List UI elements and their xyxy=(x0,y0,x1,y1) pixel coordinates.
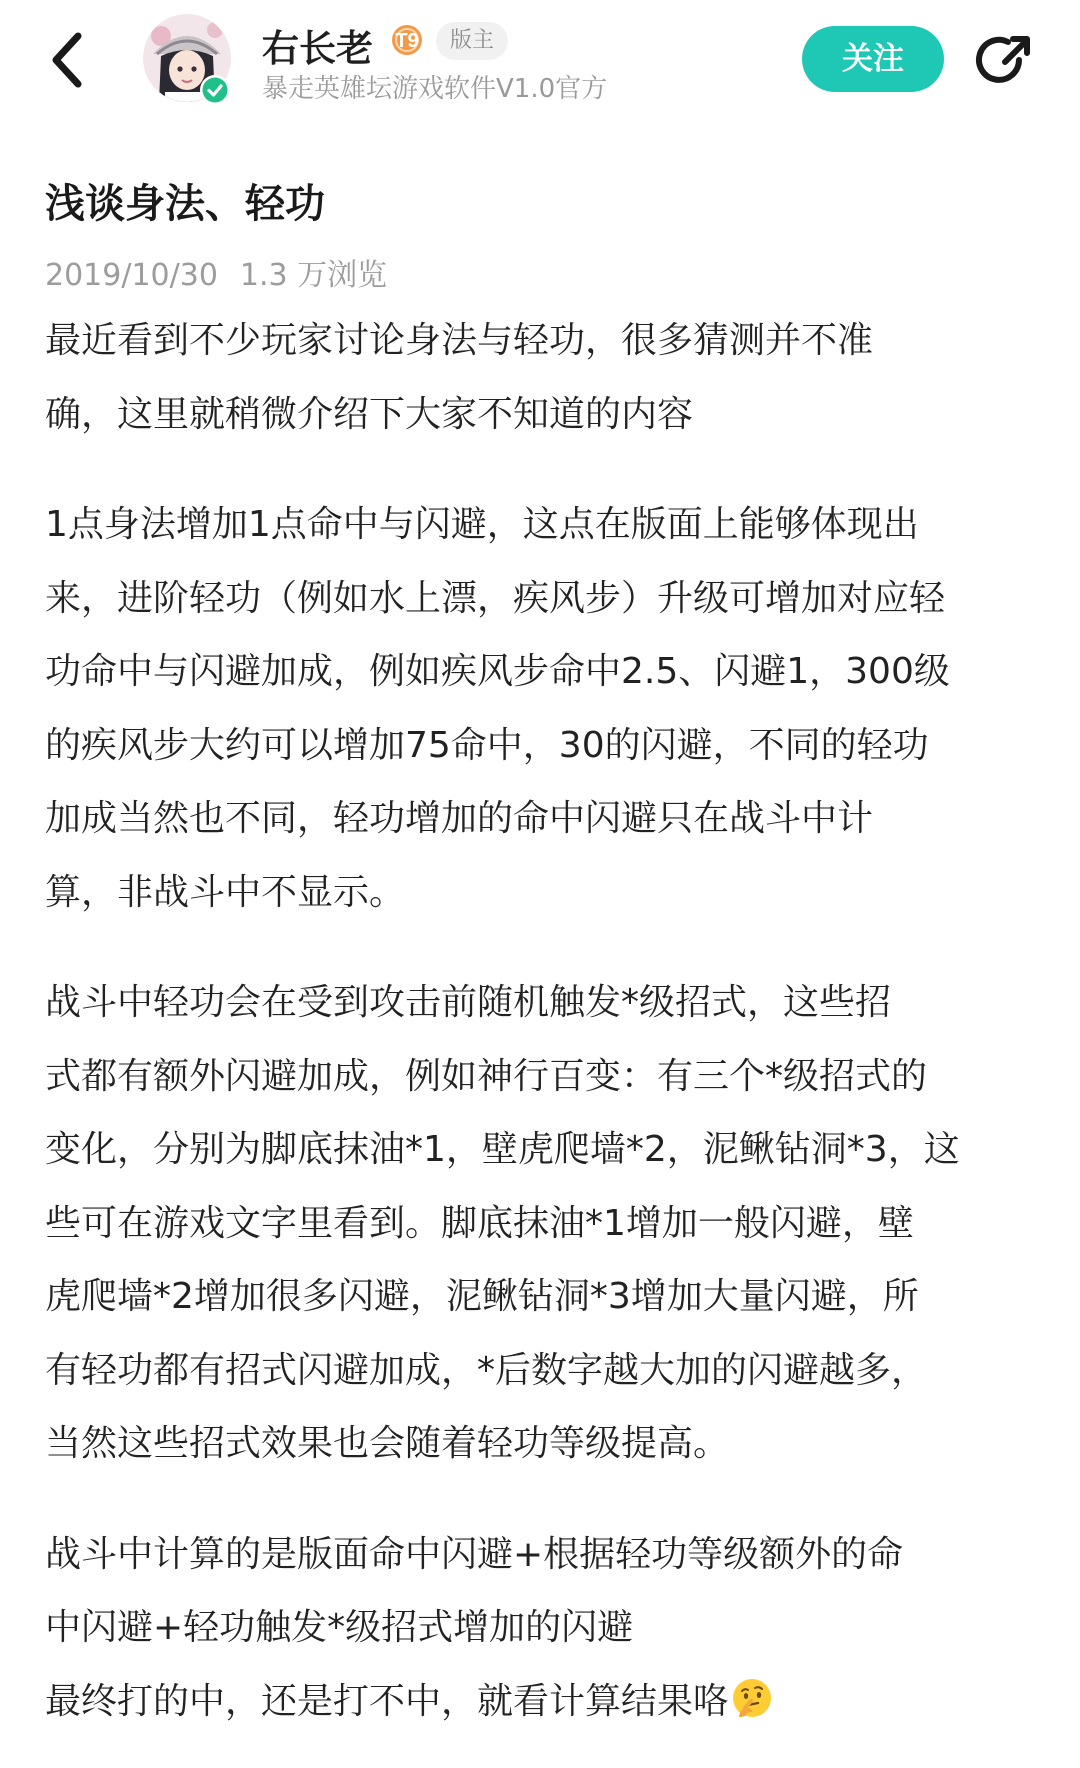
share-button[interactable] xyxy=(975,32,1035,92)
article-body xyxy=(45,304,1035,1738)
paragraph xyxy=(45,304,1035,451)
text-line: 式都有额外闪避加成，例如神行百变：有三个*级招式的 xyxy=(45,1055,928,1097)
text-line: 中闪避+轻功触发*级招式增加的闪避 xyxy=(45,1607,634,1648)
text-line: 战斗中轻功会在受到攻击前随机触发*级招式，这些招 xyxy=(45,982,892,1023)
view-count: 1.3 万浏览 xyxy=(239,258,388,293)
text-line-with-emoji xyxy=(45,1665,1035,1739)
chevron-left-icon xyxy=(40,26,100,96)
text-line: 加成当然也不同，轻功增加的命中闪避只在战斗中计 xyxy=(45,798,874,839)
text-line: 1点身法增加1点命中与闪避，这点在版面上能够体现出 xyxy=(45,504,919,545)
text-line: 功命中与闪避加成，例如疾风步命中2.5、闪避1，300级 xyxy=(45,651,950,692)
follow-button[interactable]: 关注 xyxy=(802,26,944,92)
post-header xyxy=(0,0,1080,130)
text-line: 有轻功都有招式闪避加成，*后数字越大加的闪避越多， xyxy=(45,1349,928,1391)
text-line: 确，这里就稍微介绍下大家不知道的内容 xyxy=(45,393,694,435)
text-line: 变化，分别为脚底抹油*1，壁虎爬墙*2，泥鳅钻洞*3，这 xyxy=(45,1129,960,1170)
text-line: 虎爬墙*2增加很多闪避，泥鳅钻洞*3增加大量闪避，所 xyxy=(45,1276,919,1317)
text-line: 些可在游戏文字里看到。脚底抹油*1增加一般闪避，壁 xyxy=(45,1202,914,1244)
article-meta xyxy=(45,250,387,294)
moderator-badge: 版主 xyxy=(436,22,508,60)
publish-date: 2019/10/30 xyxy=(45,258,218,293)
text-line: 当然这些招式效果也会随着轻功等级提高。 xyxy=(45,1423,730,1464)
share-arrow-icon xyxy=(975,32,1035,92)
text-line: 来，进阶轻功（例如水上漂，疾风步）升级可增加对应轻 xyxy=(45,577,946,619)
author-subtitle: 暴走英雄坛游戏软件V1.0官方 xyxy=(262,74,608,104)
text-line: 的疾风步大约可以增加75命中，30的闪避，不同的轻功 xyxy=(45,724,929,766)
paragraph xyxy=(45,488,1035,929)
verified-check-icon xyxy=(199,74,231,106)
text-line: 算，非战斗中不显示。 xyxy=(45,871,406,913)
level-badge xyxy=(390,22,434,62)
text-line: 战斗中计算的是版面命中闪避+根据轻功等级额外的命 xyxy=(45,1533,904,1575)
level-badge-label: T9 xyxy=(395,30,419,52)
author-name[interactable]: 右长老 xyxy=(262,27,373,70)
text-line: 最近看到不少玩家讨论身法与轻功，很多猜测并不准 xyxy=(45,320,874,361)
back-button[interactable] xyxy=(40,26,100,96)
paragraph xyxy=(45,966,1035,1481)
paragraph xyxy=(45,1518,1035,1739)
article-title: 浅谈身法、轻功 xyxy=(45,181,325,227)
thinking-face-icon xyxy=(731,1677,773,1719)
text-line: 最终打的中，还是打不中，就看计算结果咯 xyxy=(45,1680,730,1722)
